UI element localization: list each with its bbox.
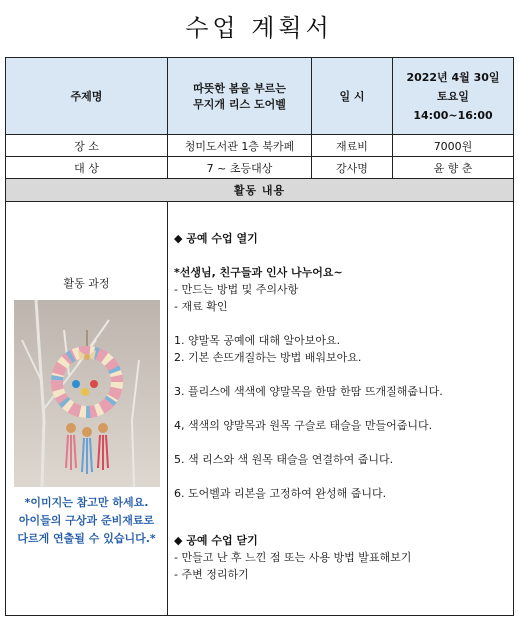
content-row [6,202,514,616]
process-label: 활동 과정 [63,277,110,290]
wreath-photo [14,300,160,487]
date-label: 일 시 [312,58,393,135]
lesson-plan-table [5,57,514,616]
subject-label: 주제명 [6,58,168,135]
note-line-2: 아이들의 구상과 준비재료로 [18,514,155,527]
instructor-value: 윤 향 춘 [393,157,514,179]
date-line-3: 14:00~16:00 [413,108,493,122]
section-title: 활동 내용 [6,179,514,202]
wreath-illustration [14,300,160,487]
cost-label: 재료비 [312,135,393,157]
target-label: 대 상 [6,157,168,179]
target-row [6,157,514,179]
page-title: 수업 계획서 [185,14,333,42]
close-1: - 만들고 난 후 느낀 점 또는 사용 방법 발표해보기 [174,551,412,564]
date-line-1: 2022년 4월 30일 [406,70,500,84]
close-title: ◆ 공예 수업 닫기 [174,534,258,547]
target-value: 7 ~ 초등대상 [168,157,312,179]
step-1: 1. 양말목 공예에 대해 알아보아요. [174,334,341,347]
step-4: 4, 색색의 양말목과 원목 구슬로 태슬을 만들어줍니다. [174,419,433,432]
step-5: 5. 색 리스와 색 원목 태슬을 연결하여 줍니다. [174,453,394,466]
bullet-1: - 만드는 방법 및 주의사항 [174,283,299,296]
place-row [6,135,514,157]
activity-content [168,202,514,616]
greeting: *선생님, 친구들과 인사 나누어요~ [174,266,343,279]
note-line-3: 다르게 연출될 수 있습니다.* [17,532,156,545]
subject-line-1: 따뜻한 봄을 부르는 [193,82,286,95]
subject-line-2: 무지개 리스 도어벨 [193,98,286,111]
instructor-label: 강사명 [312,157,393,179]
step-6: 6. 도어벨과 리본을 고정하여 완성해 줍니다. [174,487,387,500]
image-note [6,494,167,548]
cost-value: 7000원 [393,135,514,157]
date-value [393,58,514,135]
subject-value [168,58,312,135]
close-2: - 주변 정리하기 [174,568,249,581]
note-line-1: *이미지는 참고만 하세요. [24,496,149,509]
place-value: 청미도서관 1층 북카페 [168,135,312,157]
open-title: ◆ 공예 수업 열기 [174,232,258,245]
step-2: 2. 기본 손뜨개질하는 방법 배워보아요. [174,351,362,364]
header-row [6,58,514,135]
step-3: 3. 플리스에 색색에 양말목을 한땀 한땀 뜨개질해줍니다. [174,385,443,398]
section-row [6,179,514,202]
date-line-2: 토요일 [437,89,469,103]
place-label: 장 소 [6,135,168,157]
bullet-2: - 재료 확인 [174,300,228,313]
process-cell [6,202,168,616]
